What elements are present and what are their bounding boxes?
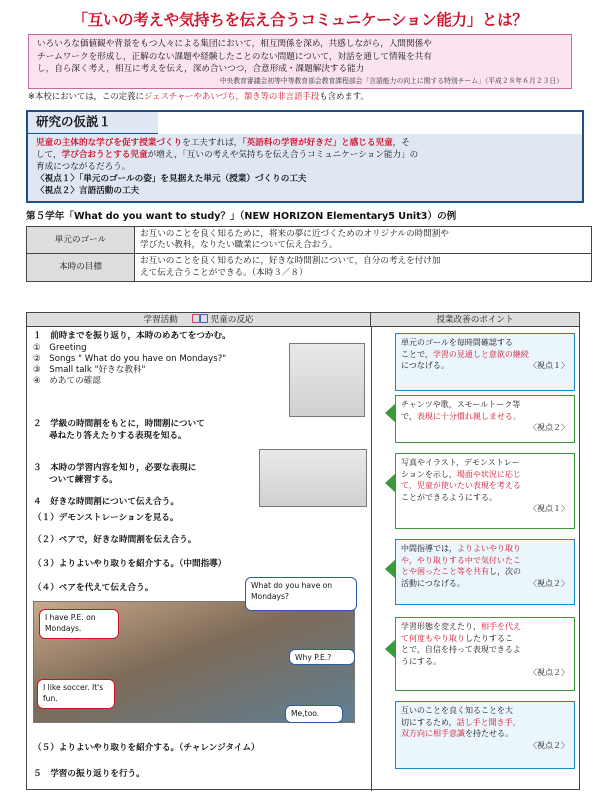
activity-1-item: ① Greeting [33,343,87,353]
table-row [27,254,592,281]
point-text: ションを示し， [401,469,457,479]
speech-bubble-answer: I have P.E. on Mondays. [39,609,119,639]
point-text: ことができるようにする。 [401,492,497,502]
point-box-3 [395,453,575,529]
activity-4-step: （３）よりよいやり取りを紹介する。（中間指導） [33,559,227,569]
hypothesis-text: して， [36,149,62,160]
point-text: 互いのことを良く知ることを大 [401,706,513,715]
point-highlight: よりよいやり取り [457,544,521,553]
activity-4-step: （５）よりよいやり取りを紹介する。（チャレンジタイム） [33,743,260,753]
activity-5: ５ 学習の振り返りを行う。 [33,769,145,779]
point-text: で， [401,411,417,421]
definition-line: チームワークを形成し，正解のない課題や経験したことのない問題について，対話を通して情報を共有 [37,51,432,62]
example-title: 第５学年「What do you want to study？」（NEW HORIZON Elementary5 Unit3）の例 [26,210,457,222]
point-highlight: 学習の見通しと意欲の継続 [432,349,529,359]
speech-bubble-agree: Me,too. [285,705,343,723]
definition-line: いろいろな価値観や背景をもつ人々による集団において，相互関係を深め，共感しながら，人間関係や [37,39,432,50]
point-text: ことで， [401,349,433,359]
lesson-aim-text: えて伝え合うことができる。（本時３／８） [140,267,308,278]
activity-3: ついて練習する。 [49,475,118,485]
point-text: につなげる。 [401,361,449,371]
activity-4-step: （２）ペアで，好きな時間割を伝え合う。 [33,535,197,545]
reaction-header-label: 児童の反応 [210,315,254,325]
hypothesis-body [28,134,582,201]
point-viewpoint: 〈視点１〉 [529,504,569,514]
point-box-4 [395,539,575,605]
point-box-1 [395,333,575,391]
activity-2: ２ 学級の時間割をもとに，時間割について [33,419,205,429]
point-box-2 [395,395,575,443]
point-text: を持たせる。 [465,729,513,739]
unit-goal-header: 単元のゴール [27,227,135,254]
activity-4-step: （４）ペアを代えて伝え合う。 [33,583,154,593]
point-viewpoint: 〈視点２〉 [529,578,569,588]
point-highlight: 表現に十分慣れ親しませる。 [416,411,521,421]
unit-goal-text: 学びたい教科，なりたい職業について伝え合おう。 [140,240,338,251]
speech-bubble-reason: I like soccer. It's fun. [37,679,115,709]
hypothesis-highlight: 児童の主体的な学びを促す授業づくり [36,137,183,148]
activity-1: １ 前時までを振り返り，本時のめあてをつかむ。 [33,331,231,341]
activity-header-label: 学習活動 [143,315,178,325]
pink-square-icon [192,314,200,323]
viewpoint-2: 〈視点２〉言語活動の工夫 [36,185,140,196]
hypothesis-text: が増え，「互いの考えや気持ちを伝え合うコミュニケーション能力」の [147,149,419,160]
point-text: とで，自信を持って表現できるよ [401,645,521,655]
lesson-aim-text: お互いのことを良く知るために，好きな時間割について，自分の考えを付け加 [140,256,441,267]
point-text: 学習形態を変えたり， [401,622,481,631]
hypothesis-highlight: 学び合おうとする児童 [61,149,148,160]
point-text: 単元のゴールを毎時間確認する [401,338,513,347]
point-highlight: て，児童が使いたい表現を考える [401,481,521,491]
table-row [27,227,592,254]
point-box-6 [395,701,575,769]
speech-bubble-why: Why P.E.? [289,649,355,665]
speech-bubble-question: What do you have on Mondays? [245,577,357,611]
viewpoint-1: 〈視点１〉「単元のゴールの姿」を見据えた単元（授業）づくりの工夫 [36,173,307,184]
page-title: 「互いの考えや気持ちを伝え合うコミュニケーション能力」とは？ [72,11,528,29]
point-text: し，次の [489,567,521,577]
school-note [28,91,588,102]
point-viewpoint: 〈視点２〉 [529,668,569,678]
point-viewpoint: 〈視点１〉 [529,361,569,371]
activity-1-item: ② Songs " What do you have on Mondays?" [33,354,227,364]
point-text: 活動につなげる。 [401,578,465,588]
lesson-aim-header: 本時の目標 [27,254,135,281]
point-highlight: 場面や状況に応じ [456,469,521,479]
hypothesis-text: を工夫すれば， [182,137,243,148]
point-text: うにする。 [401,656,441,666]
note-highlight: ジェスチャーやあいづち，頷き等の非言語手段 [143,91,320,102]
activity-3: ３ 本時の学習内容を知り，必要な表現に [33,463,197,473]
activity-1-item: ③ Small talk "好きな教科" [33,365,146,375]
point-viewpoint: 〈視点２〉 [529,740,569,750]
lesson-meta-table [26,226,592,282]
hypothesis-box [26,110,584,202]
hypothesis-text: ，そ [392,137,410,148]
points-column-header: 授業改善のポイント [371,313,579,327]
activity-2: 尋ねたり答えたりする表現を知る。 [49,431,187,441]
note-text: ※本校においては，この定義に [28,91,144,102]
lesson-flow-table [26,312,580,790]
point-highlight: 相手を代え [481,622,521,631]
activity-1-item: ④ めあての確認 [33,376,101,386]
hypothesis-highlight: 「英語科の学習が好きだ」と感じる児童 [242,137,393,148]
point-text: したりするこ [465,633,513,643]
point-highlight: や，やり取りする中で気付いたこ [401,555,521,565]
point-text: チャンツや歌，スモールトーク等 [401,400,521,409]
point-highlight: 双方向に相手意識 [401,729,465,739]
point-text: 切にするため， [401,717,457,727]
point-text: 中間指導では， [401,544,457,553]
definition-box [28,34,572,89]
definition-source: 中央教育審議会初等中等教育部会教育課程部会「言語能力の向上に関する特別チーム」（平成２８年６月２３日） [219,76,563,85]
unit-goal-cell [135,227,592,254]
point-text: 写真やイラスト，デモンストレー [401,458,520,467]
hypothesis-text: 育成につながるだろう。 [36,161,131,172]
point-box-5 [395,617,575,691]
lesson-aim-cell [135,254,592,281]
activity-4: ４ 好きな時間割について伝え合う。 [33,497,179,507]
point-highlight: て何度もやり取り [401,633,465,643]
note-text: も含めます。 [319,91,369,102]
definition-line: し，自ら深く考え，相互に考えを伝え，深め合いつつ，合意形成・課題解決する能力 [37,64,365,75]
activity-4-step: （１）デモンストレーションを見る。 [33,513,179,523]
point-highlight: 話し手と聞き手， [456,717,521,727]
blackboard-image [259,449,367,507]
activity-column-header [27,313,371,327]
blue-square-icon [200,314,208,323]
unit-goal-text: お互いのことを良く知るために，将来の夢に近づくためのオリジナルの時間割や [140,229,449,240]
schedule-poster-image [289,343,365,417]
hypothesis-title: 研究の仮説１ [28,112,158,133]
point-highlight: とや困ったこと等を共有 [401,567,489,577]
point-viewpoint: 〈視点２〉 [529,423,569,433]
column-divider [371,327,372,791]
